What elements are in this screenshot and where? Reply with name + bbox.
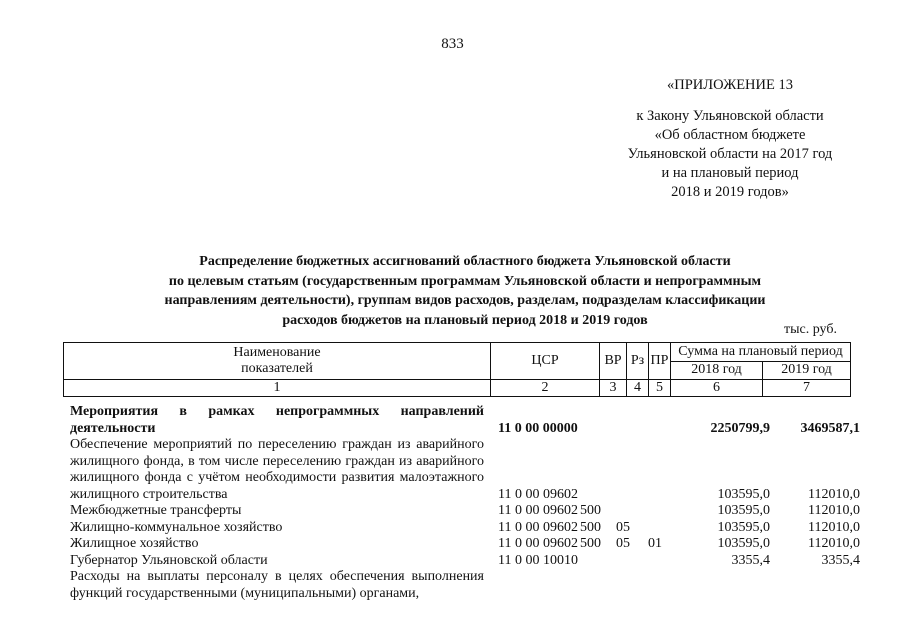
row-name: Расходы на выплаты персоналу в целях обеспечения выполнения функций государственными (муниципальными) органами, — [70, 569, 484, 601]
row-name: Жилищное хозяйство — [70, 536, 199, 551]
row-csr: 11 0 00 00000 — [498, 420, 578, 436]
row-name: Губернатор Ульяновской области — [70, 552, 268, 568]
table-row — [70, 553, 860, 570]
row-name: Мероприятия в рамках непрограммных направлений деятельности — [70, 404, 484, 436]
col-num: 7 — [763, 380, 851, 397]
title-line: направлениям деятельности), группам видов расходов, разделам, подразделам классификации — [164, 293, 766, 308]
row-sum-2019: 112010,0 — [808, 536, 860, 551]
row-sum-2019: 3469587,1 — [800, 420, 860, 436]
table-row — [70, 404, 860, 437]
row-sum-2019: 112010,0 — [808, 519, 860, 535]
row-vr: 500 — [580, 536, 601, 551]
budget-table-header — [63, 342, 851, 397]
row-csr: 11 0 00 09602 — [498, 486, 578, 502]
document-title — [70, 252, 860, 330]
row-sum-2018: 103595,0 — [717, 486, 770, 502]
table-row — [70, 503, 860, 520]
title-line: Распределение бюджетных ассигнований областного бюджета Ульяновской области — [199, 254, 731, 269]
table-row — [70, 520, 860, 537]
page-number: 833 — [441, 36, 464, 52]
header-2018: 2018 год — [671, 361, 763, 380]
title-line: по целевым статьям (государственным программам Ульяновской области и непрограммным — [168, 273, 762, 289]
row-sum-2018: 2250799,9 — [710, 420, 770, 436]
row-csr: 11 0 00 09602 — [498, 519, 578, 535]
appendix-line: «Об областном бюджете — [654, 127, 806, 143]
currency-unit: тыс. руб. — [784, 322, 837, 337]
appendix-header — [600, 76, 860, 202]
row-sum-2018: 103595,0 — [717, 536, 770, 551]
col-num: 2 — [491, 380, 600, 397]
appendix-line: и на плановый период — [661, 165, 799, 181]
row-name: Обеспечение мероприятий по переселению граждан из аварийного жилищного фонда, в том числе переселению граждан из аварийного жилищного фонда с учётом необходимости развития малоэтажного жилищного строительства — [70, 437, 484, 502]
row-sum-2018: 3355,4 — [731, 552, 770, 568]
row-sum-2019: 3355,4 — [821, 552, 860, 568]
header-name-line1: Наименование — [233, 345, 321, 360]
row-csr: 11 0 00 09602 — [498, 536, 578, 551]
col-num: 3 — [600, 380, 627, 397]
row-sum-2019: 112010,0 — [808, 486, 860, 502]
row-rz: 05 — [616, 536, 630, 551]
header-2019: 2019 год — [763, 361, 851, 380]
row-rz: 05 — [616, 519, 630, 535]
col-num: 5 — [649, 380, 671, 397]
title-line: расходов бюджетов на плановый период 2018 и 2019 годов — [282, 312, 648, 328]
row-name: Межбюджетные трансферты — [70, 503, 242, 518]
header-name — [64, 343, 491, 380]
row-sum-2019: 112010,0 — [808, 503, 860, 518]
row-sum-2018: 103595,0 — [717, 503, 770, 518]
header-vr: ВР — [600, 343, 627, 380]
budget-table-body — [70, 404, 860, 602]
header-rz: Рз — [627, 343, 649, 380]
appendix-line: 2018 и 2019 годов» — [671, 184, 789, 200]
table-row — [70, 536, 860, 553]
row-pr: 01 — [648, 536, 662, 551]
table-row — [70, 437, 860, 503]
col-num: 1 — [64, 380, 491, 397]
row-sum-2018: 103595,0 — [717, 519, 770, 535]
header-name-line2: показателей — [241, 361, 313, 376]
row-name: Жилищно-коммунальное хозяйство — [70, 519, 283, 535]
table-row — [70, 569, 860, 602]
row-csr: 11 0 00 09602 — [498, 503, 578, 518]
col-num: 4 — [627, 380, 649, 397]
header-sum-group: Сумма на плановый период — [671, 343, 851, 362]
row-vr: 500 — [580, 503, 601, 518]
row-csr: 11 0 00 10010 — [498, 552, 578, 568]
appendix-line: к Закону Ульяновской области — [636, 108, 824, 124]
header-pr: ПР — [649, 343, 671, 380]
col-num: 6 — [671, 380, 763, 397]
appendix-line: Ульяновской области на 2017 год — [627, 146, 833, 162]
row-vr: 500 — [580, 519, 601, 535]
header-csr: ЦСР — [491, 343, 600, 380]
appendix-title: «ПРИЛОЖЕНИЕ 13 — [667, 77, 793, 93]
